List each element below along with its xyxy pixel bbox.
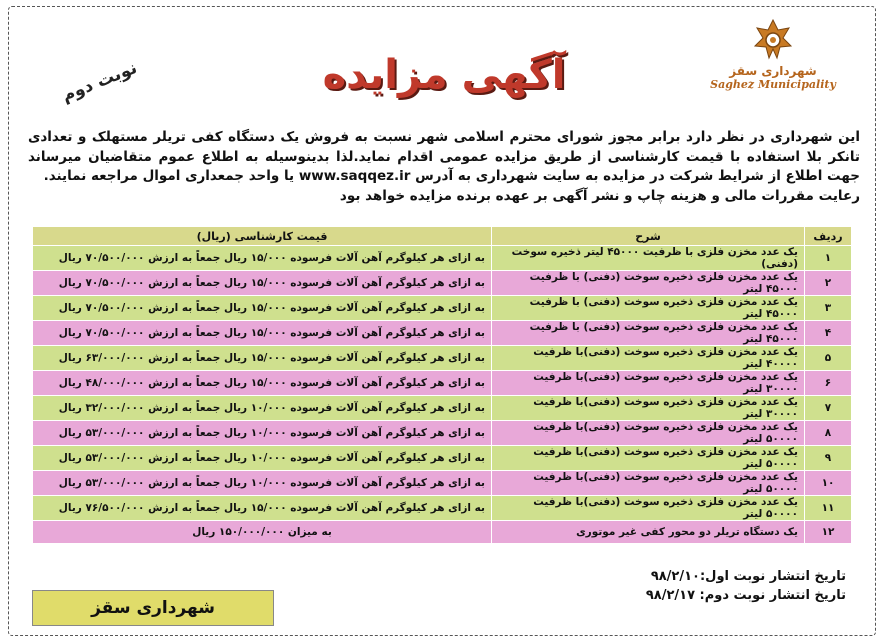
cell-num: ۱۱ <box>805 496 852 521</box>
cell-desc: یک عدد مخزن فلزی ذخیره سوخت (دفنی)با ظرفیت ۴۰۰۰۰ لیتر <box>492 346 805 371</box>
logo-name-en: Saghez Municipality <box>710 78 836 91</box>
table-row <box>33 246 852 271</box>
cell-num: ۹ <box>805 446 852 471</box>
cell-num: ۷ <box>805 396 852 421</box>
publication-dates <box>646 567 846 605</box>
cell-num: ۱ <box>805 246 852 271</box>
cell-num: ۵ <box>805 346 852 371</box>
cell-desc: یک عدد مخزن فلزی ذخیره سوخت (دفنی)با ظرفیت ۳۰۰۰۰ لیتر <box>492 396 805 421</box>
cell-price: به ازای هر کیلوگرم آهن آلات فرسوده ۱۵/۰۰۰ ریال جمعاً به ارزش ۷۰/۵۰۰/۰۰۰ ریال <box>33 246 492 271</box>
cell-num: ۴ <box>805 321 852 346</box>
intro-paragraph <box>28 128 860 206</box>
table-row <box>33 446 852 471</box>
cell-price: به ازای هر کیلوگرم آهن آلات فرسوده ۱۵/۰۰۰ ریال جمعاً به ارزش ۷۰/۵۰۰/۰۰۰ ریال <box>33 296 492 321</box>
cell-num: ۳ <box>805 296 852 321</box>
cell-desc: یک عدد مخزن فلزی ذخیره سوخت (دفنی) با ظرفیت ۴۵۰۰۰ لیتر <box>492 296 805 321</box>
cell-price: به ازای هر کیلوگرم آهن آلات فرسوده ۱۵/۰۰۰ ریال جمعاً به ارزش ۴۸/۰۰۰/۰۰۰ ریال <box>33 371 492 396</box>
cell-desc: یک عدد مخزن فلزی ذخیره سوخت (دفنی)با ظرفیت ۵۰۰۰۰ لیتر <box>492 446 805 471</box>
cell-num: ۸ <box>805 421 852 446</box>
header-price: قیمت کارشناسی (ریال) <box>33 227 492 246</box>
cell-price: به ازای هر کیلوگرم آهن آلات فرسوده ۱۵/۰۰۰ ریال جمعاً به ارزش ۶۳/۰۰۰/۰۰۰ ریال <box>33 346 492 371</box>
round-note: نوبت دوم <box>59 57 140 107</box>
cell-desc: یک عدد مخزن فلزی ذخیره سوخت (دفنی)با ظرفیت ۵۰۰۰۰ لیتر <box>492 471 805 496</box>
cell-desc: یک عدد مخزن فلزی ذخیره سوخت (دفنی) با ظرفیت ۴۵۰۰۰ لیتر <box>492 321 805 346</box>
header-num: ردیف <box>805 227 852 246</box>
header-desc: شرح <box>492 227 805 246</box>
cell-num: ۱۰ <box>805 471 852 496</box>
cell-desc: یک عدد مخزن فلزی ذخیره سوخت (دفنی)با ظرفیت ۵۰۰۰۰ لیتر <box>492 496 805 521</box>
table-row <box>33 421 852 446</box>
table-row <box>33 346 852 371</box>
table-row <box>33 396 852 421</box>
page-title: آگهی مزایده <box>322 52 566 98</box>
table-row <box>33 321 852 346</box>
table-row <box>33 521 852 544</box>
footer-badge: شهرداری سقز <box>32 590 274 626</box>
second-publication-date: تاریخ انتشار نوبت دوم: ۹۸/۲/۱۷ <box>645 588 846 603</box>
table-row <box>33 271 852 296</box>
logo-name-fa: شهرداری سقز <box>729 64 817 78</box>
cell-desc: یک دستگاه تریلر دو محور کفی غیر موتوری <box>492 521 805 544</box>
intro-text-end: یا واحد جمعداری اموال مراجعه نمایند. <box>43 168 295 184</box>
cell-price: به ازای هر کیلوگرم آهن آلات فرسوده ۱۵/۰۰۰ ریال جمعاً به ارزش ۷۶/۵۰۰/۰۰۰ ریال <box>33 496 492 521</box>
cell-price: به ازای هر کیلوگرم آهن آلات فرسوده ۱۰/۰۰۰ ریال جمعاً به ارزش ۵۳/۰۰۰/۰۰۰ ریال <box>33 421 492 446</box>
table-row <box>33 496 852 521</box>
cell-price: به میزان ۱۵۰/۰۰۰/۰۰۰ ریال <box>33 521 492 544</box>
intro-regulations: رعایت مقررات مالی و هزینه چاپ و نشر آگهی بر عهده برنده مزایده خواهد بود <box>339 187 860 204</box>
cell-price: به ازای هر کیلوگرم آهن آلات فرسوده ۱۰/۰۰۰ ریال جمعاً به ارزش ۵۳/۰۰۰/۰۰۰ ریال <box>33 446 492 471</box>
cell-price: به ازای هر کیلوگرم آهن آلات فرسوده ۱۰/۰۰۰ ریال جمعاً به ارزش ۵۳/۰۰۰/۰۰۰ ریال <box>33 471 492 496</box>
cell-num: ۲ <box>805 271 852 296</box>
cell-num: ۶ <box>805 371 852 396</box>
cell-desc: یک عدد مخزن فلزی با ظرفیت ۴۵۰۰۰ لیتر ذخیره سوخت (دفنی) <box>492 246 805 271</box>
cell-desc: یک عدد مخزن فلزی ذخیره سوخت (دفنی)با ظرفیت ۵۰۰۰۰ لیتر <box>492 421 805 446</box>
cell-num: ۱۲ <box>805 521 852 544</box>
table-row <box>33 296 852 321</box>
website-link[interactable]: www.saqqez.ir <box>298 168 411 184</box>
table-header-row <box>33 227 852 246</box>
cell-price: به ازای هر کیلوگرم آهن آلات فرسوده ۱۵/۰۰۰ ریال جمعاً به ارزش ۷۰/۵۰۰/۰۰۰ ریال <box>33 321 492 346</box>
table-row <box>33 471 852 496</box>
auction-table <box>32 226 852 544</box>
cell-price: به ازای هر کیلوگرم آهن آلات فرسوده ۱۰/۰۰۰ ریال جمعاً به ارزش ۳۲/۰۰۰/۰۰۰ ریال <box>33 396 492 421</box>
cell-price: به ازای هر کیلوگرم آهن آلات فرسوده ۱۵/۰۰۰ ریال جمعاً به ارزش ۷۰/۵۰۰/۰۰۰ ریال <box>33 271 492 296</box>
intro-text: این شهرداری در نظر دارد برابر مجوز شورای محترم اسلامی شهر نسبت به فروش یک دستگاه کفی تریلر مستهلک و تعدادی تانکر بلا استفاده با قیمت کارشناسی از طریق مزایده عمومی اقدام نماید.لذا بدینوسیله به اطلاع عموم متقاضیان میرساند جهت اطلاع از شرایط شرکت در مزایده به سایت شهرداری به آدرس <box>28 129 860 184</box>
cell-desc: یک عدد مخزن فلزی ذخیره سوخت (دفنی) با ظرفیت ۴۵۰۰۰ لیتر <box>492 271 805 296</box>
table-row <box>33 371 852 396</box>
first-publication-date: تاریخ انتشار نوبت اول:۹۸/۲/۱۰ <box>650 569 846 584</box>
cell-desc: یک عدد مخزن فلزی ذخیره سوخت (دفنی)با ظرفیت ۳۰۰۰۰ لیتر <box>492 371 805 396</box>
